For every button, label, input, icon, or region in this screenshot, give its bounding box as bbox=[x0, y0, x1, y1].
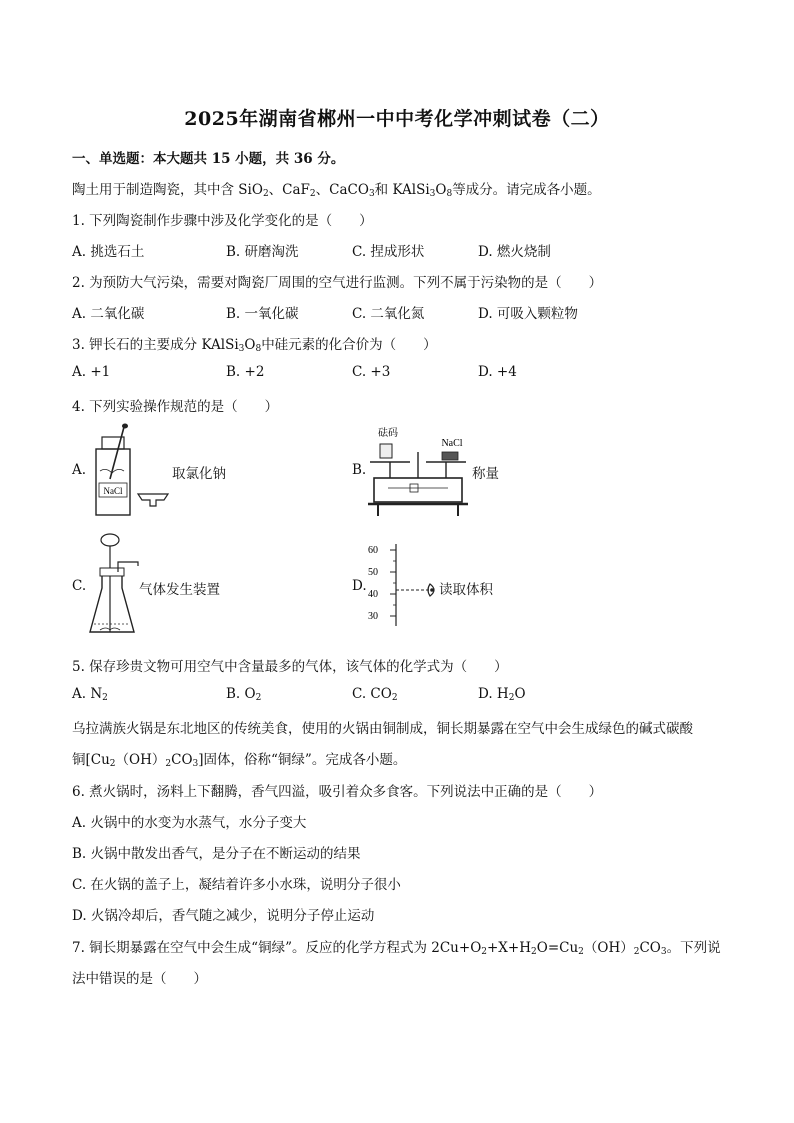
q3-option-a[interactable]: A. +1 bbox=[72, 364, 111, 380]
salt-label: NaCl bbox=[441, 438, 463, 449]
q4-option-b-text: 称量 bbox=[472, 466, 499, 482]
section-heading: 一、单选题：本大题共 15 小题，共 36 分。 bbox=[72, 151, 345, 167]
conical-flask bbox=[90, 572, 134, 632]
q2-option-c[interactable]: C. 二氧化氮 bbox=[352, 306, 425, 322]
q1-option-d[interactable]: D. 燃火烧制 bbox=[478, 244, 551, 260]
gas-generator-figure bbox=[88, 532, 142, 640]
question-1-stem: 1. 下列陶瓷制作步骤中涉及化学变化的是（ ） bbox=[72, 213, 373, 229]
q4-option-a-letter[interactable]: A. bbox=[72, 462, 87, 478]
intro-paragraph-2-line-1: 乌拉满族火锅是东北地区的传统美食，使用的火锅由铜制成，铜长期暴露在空气中会生成绿色的碱式碳酸 bbox=[72, 721, 693, 737]
bottle-body bbox=[96, 449, 130, 515]
q4-option-b-letter[interactable]: B. bbox=[352, 462, 367, 478]
question-7-stem-line-1: 7. 铜长期暴露在空气中会生成“铜绿”。反应的化学方程式为 $2Cu+O_2+X+H_2O=Cu_2(OH)_2CO_3$。下列说 bbox=[72, 940, 721, 957]
question-2-stem: 2. 为预防大气污染，需要对陶瓷厂周围的空气进行监测。下列不属于污染物的是（ ） bbox=[72, 275, 603, 291]
q1-option-c[interactable]: C. 捏成形状 bbox=[352, 244, 425, 260]
intro-paragraph-2-line-2: 铜$[Cu_2(OH)_2CO_3]$固体，俗称“铜绿”。完成各小题。 bbox=[72, 752, 407, 769]
funnel-bulb bbox=[101, 534, 119, 546]
q4-option-d-letter[interactable]: D. bbox=[352, 578, 367, 594]
q6-option-d[interactable]: D. 火锅冷却后，香气随之减少，说明分子停止运动 bbox=[72, 908, 375, 924]
intro-paragraph-1: 陶土用于制造陶瓷，其中含 SiO$_2$、CaF$_2$、CaCO$_3$和 $KAlSi_3O_8$等成分。请完成各小题。 bbox=[72, 182, 601, 199]
balance-figure bbox=[366, 422, 470, 520]
q5-option-b[interactable]: B. $O_2$ bbox=[226, 686, 262, 703]
graduated-cylinder-figure bbox=[366, 542, 442, 628]
q5-option-c[interactable]: C. $CO_2$ bbox=[352, 686, 398, 703]
question-3-stem: 3. 钾长石的主要成分 $KAlSi_3O_8$中硅元素的化合价为（ ） bbox=[72, 337, 437, 354]
q5-option-d[interactable]: D. $H_2O$ bbox=[478, 686, 526, 703]
exam-title: 2025年湖南省郴州一中中考化学冲刺试卷（二） bbox=[184, 108, 610, 130]
question-7-stem-line-2: 法中错误的是（ ） bbox=[72, 971, 207, 987]
eye-pupil bbox=[430, 588, 434, 592]
q3-option-b[interactable]: B. +2 bbox=[226, 364, 265, 380]
q1-option-b[interactable]: B. 研磨淘洗 bbox=[226, 244, 299, 260]
tick-label-30: 30 bbox=[368, 611, 378, 622]
spatula bbox=[110, 427, 124, 479]
q2-option-d[interactable]: D. 可吸入颗粒物 bbox=[478, 306, 578, 322]
q3-option-c[interactable]: C. +3 bbox=[352, 364, 391, 380]
q1-option-a[interactable]: A. 挑选石土 bbox=[72, 244, 145, 260]
q4-option-c-text: 气体发生装置 bbox=[139, 582, 220, 598]
tick-label-40: 40 bbox=[368, 589, 378, 600]
stopper-figure bbox=[136, 490, 170, 510]
q5-option-a[interactable]: A. $N_2$ bbox=[72, 686, 108, 703]
q4-option-d-text: 读取体积 bbox=[439, 582, 493, 598]
weight-label: 砝码 bbox=[378, 428, 398, 439]
q6-option-b[interactable]: B. 火锅中散发出香气，是分子在不断运动的结果 bbox=[72, 846, 361, 862]
inverted-stopper bbox=[138, 494, 168, 506]
salt-sample bbox=[442, 452, 458, 460]
weight-block bbox=[380, 444, 392, 458]
bottle-label-text: NaCl bbox=[103, 486, 123, 496]
question-5-stem: 5. 保存珍贵文物可用空气中含量最多的气体，该气体的化学式为（ ） bbox=[72, 659, 508, 675]
q6-option-a[interactable]: A. 火锅中的水变为水蒸气，水分子变大 bbox=[72, 815, 307, 831]
rubber-stopper bbox=[100, 568, 124, 576]
tick-label-60: 60 bbox=[368, 545, 378, 556]
question-6-stem: 6. 煮火锅时，汤料上下翻腾，香气四溢，吸引着众多食客。下列说法中正确的是（ ） bbox=[72, 784, 603, 800]
q4-option-c-letter[interactable]: C. bbox=[72, 578, 87, 594]
q2-option-b[interactable]: B. 一氧化碳 bbox=[226, 306, 299, 322]
q6-option-c[interactable]: C. 在火锅的盖子上，凝结着许多小水珠，说明分子很小 bbox=[72, 877, 401, 893]
question-4-stem: 4. 下列实验操作规范的是（ ） bbox=[72, 399, 279, 415]
q3-option-d[interactable]: D. +4 bbox=[478, 364, 517, 380]
tick-label-50: 50 bbox=[368, 567, 378, 578]
q2-option-a[interactable]: A. 二氧化碳 bbox=[72, 306, 145, 322]
q4-option-a-text: 取氯化钠 bbox=[172, 466, 226, 482]
spatula-tip bbox=[122, 424, 128, 429]
